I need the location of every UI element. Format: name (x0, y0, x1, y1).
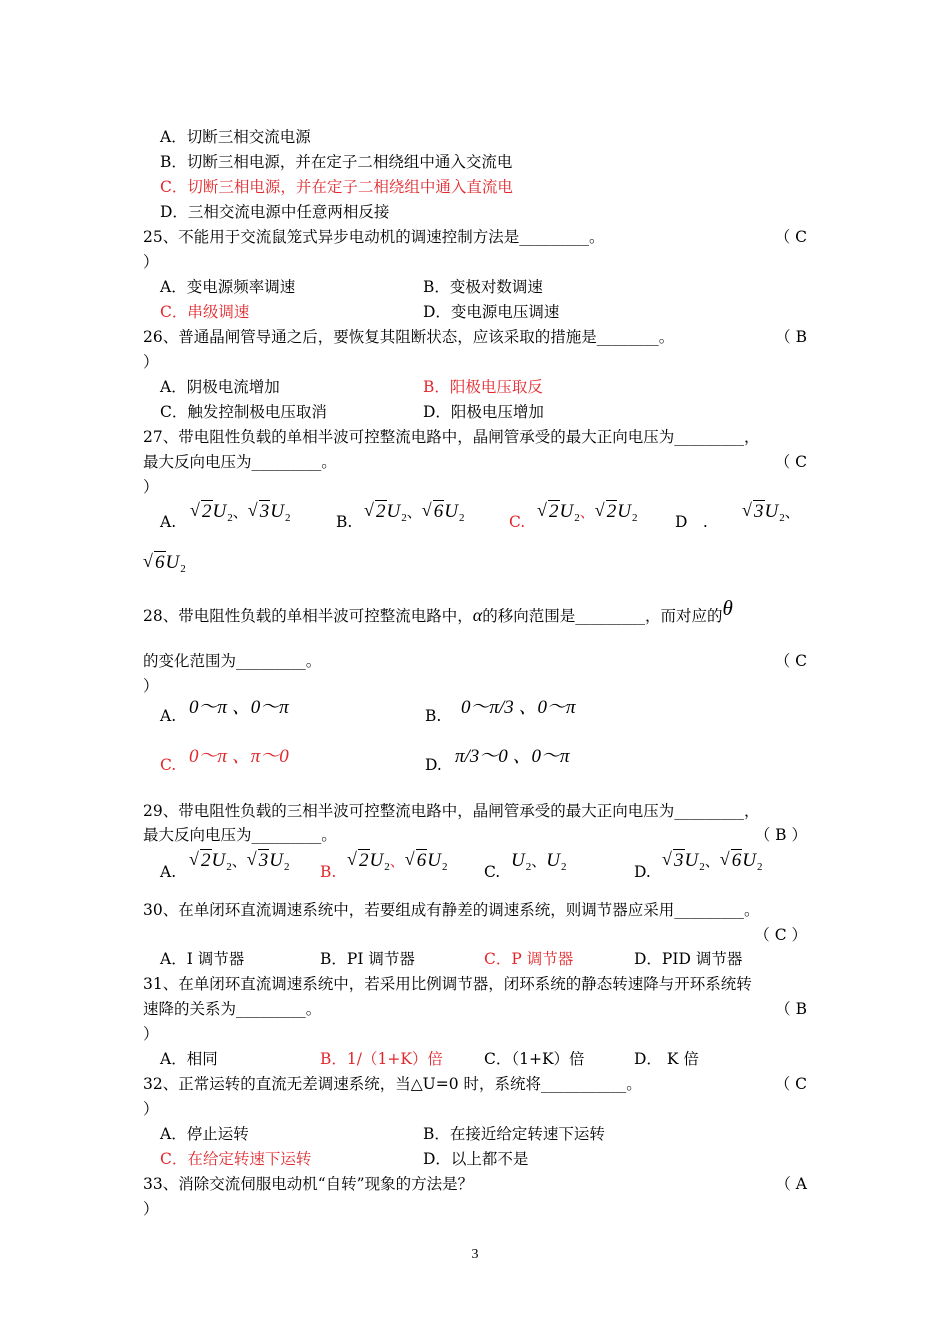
q28-option-c-math: 0～π 、π～0 (189, 746, 289, 767)
q25-option-d: D．变电源电压调速 (423, 303, 560, 321)
q32-option-d: D．以上都不是 (423, 1150, 529, 1168)
q27-stem-line1: 27、带电阻性负载的单相半波可控整流电路中，晶闸管承受的最大正向电压为_________， (143, 428, 760, 446)
q26-option-d: D．阳极电压增加 (423, 403, 544, 421)
q25-option-b: B．变极对数调速 (423, 278, 543, 296)
q28-option-c-label: C. (160, 756, 177, 774)
q30-stem: 30、在单闭环直流调速系统中，若要组成有静差的调速系统，则调节器应采用_________。 (143, 901, 760, 919)
q28-answer-close: ） (143, 677, 159, 695)
q27-answer: （ C (774, 453, 807, 471)
q27-option-c-label: C. (509, 513, 526, 531)
q29-option-a-label: A. (160, 863, 177, 881)
q32-option-b: B．在接近给定转速下运转 (423, 1125, 605, 1143)
q27-option-c-math: √ $2U_2$、√ $2U_2$ (537, 502, 637, 524)
q27-option-b-math: √ $2U_2$、√ $6U_2$ (364, 502, 464, 524)
q28-option-b-math: 0～π/3 、0～π (461, 697, 576, 718)
q31-answer-close: ） (143, 1025, 159, 1043)
q30-option-b: B．PI 调节器 (320, 950, 415, 968)
q26-answer-close: ） (143, 353, 159, 371)
q31-stem-line2: 速降的关系为_________。 (143, 1000, 322, 1018)
q29-option-a-math: √ $2U_2$、√ $3U_2$ (189, 851, 289, 873)
q29-option-c-label: C. (484, 863, 501, 881)
q26-option-a: A．阴极电流增加 (160, 378, 280, 396)
q31-option-d: D． K 倍 (634, 1050, 699, 1068)
q27-option-a-math: √ $2U_2$、√ $3U_2$ (190, 502, 290, 524)
q31-answer: （ B (775, 1000, 807, 1018)
q28-stem-line2: 的变化范围为_________。 (143, 652, 322, 670)
option-c-line-answer: C．切断三相电源，并在定子二相绕组中通入直流电 (160, 178, 513, 196)
q29-stem-line2: 最大反向电压为_________。 (143, 826, 337, 844)
q33-stem: 33、消除交流伺服电动机“自转”现象的方法是？ (143, 1175, 474, 1193)
q31-stem-line1: 31、在单闭环直流调速系统中，若采用比例调节器，闭环系统的静态转速降与开环系统转 (143, 975, 752, 993)
q25-stem: 25、不能用于交流鼠笼式异步电动机的调速控制方法是_________。 (143, 228, 605, 246)
q31-option-b: B．1/（1+K）倍 (320, 1050, 443, 1068)
q28-option-b-label: B. (425, 707, 442, 725)
option-b-line: B．切断三相电源，并在定子二相绕组中通入交流电 (160, 153, 513, 171)
q27-answer-close: ） (143, 478, 159, 496)
q26-option-b: B．阳极电压取反 (423, 378, 543, 396)
option-d-line: D．三相交流电源中任意两相反接 (160, 203, 390, 221)
q30-option-a: A．I 调节器 (160, 950, 245, 968)
q25-answer: （ C (774, 228, 807, 246)
q32-answer-close: ） (143, 1100, 159, 1118)
q29-option-d-label: D. (634, 863, 651, 881)
q29-answer: （ B ） (754, 826, 807, 844)
q29-option-b-label: B. (320, 863, 337, 881)
q29-stem-line1: 29、带电阻性负载的三相半波可控整流电路中，晶闸管承受的最大正向电压为_________， (143, 802, 760, 820)
q28-answer: （ C (774, 652, 807, 670)
page-number: 3 (471, 1247, 479, 1262)
q27-option-d-math-1: √ $3U_2$、 (742, 502, 800, 524)
q26-option-c: C．触发控制极电压取消 (160, 403, 327, 421)
q29-option-c-math: $U_2$、$U_2$ (511, 850, 567, 873)
q32-option-c: C．在给定转速下运转 (160, 1150, 312, 1168)
q25-answer-close: ） (143, 253, 159, 271)
q30-option-d: D．PID 调节器 (634, 950, 743, 968)
q26-answer: （ B (775, 328, 807, 346)
q26-stem: 26、普通晶闸管导通之后，要恢复其阻断状态，应该采取的措施是________。 (143, 328, 675, 346)
q27-option-d-math-2: √ $6U_2$ (143, 553, 186, 575)
q27-stem-line2: 最大反向电压为_________。 (143, 453, 337, 471)
q25-option-a: A．变电源频率调速 (160, 278, 296, 296)
q32-option-a: A．停止运转 (160, 1125, 249, 1143)
q30-answer: （ C ） (754, 926, 807, 944)
q28-option-d-label: D. (425, 756, 442, 774)
option-a-line: A．切断三相交流电源 (160, 128, 311, 146)
q27-option-a-label: A. (160, 513, 177, 531)
q31-option-a: A．相同 (160, 1050, 218, 1068)
q30-option-c: C．P 调节器 (484, 950, 574, 968)
q27-option-b-label: B. (336, 513, 353, 531)
q25-option-c: C．串级调速 (160, 303, 250, 321)
q33-answer: （ A (775, 1175, 807, 1193)
q28-option-a-label: A. (160, 707, 177, 725)
q27-option-d-label: D . (675, 513, 708, 531)
q32-answer: （ C (774, 1075, 807, 1093)
q32-stem: 32、正常运转的直流无差调速系统，当△U=0 时，系统将___________。 (143, 1075, 642, 1093)
q33-answer-close: ） (143, 1200, 159, 1218)
q28-option-d-math: π/3～0 、0～π (455, 746, 570, 767)
q29-option-b-math: √ $2U_2$、√ $6U_2$ (347, 851, 447, 873)
q28-option-a-math: 0～π 、0～π (189, 697, 289, 718)
q28-stem-line1: 28、带电阻性负载的单相半波可控整流电路中，α的移向范围是_________，而对应的θ (143, 596, 733, 625)
q29-option-d-math: √ $3U_2$、√ $6U_2$ (662, 851, 762, 873)
q31-option-c: C．（1+K）倍 (484, 1050, 585, 1068)
